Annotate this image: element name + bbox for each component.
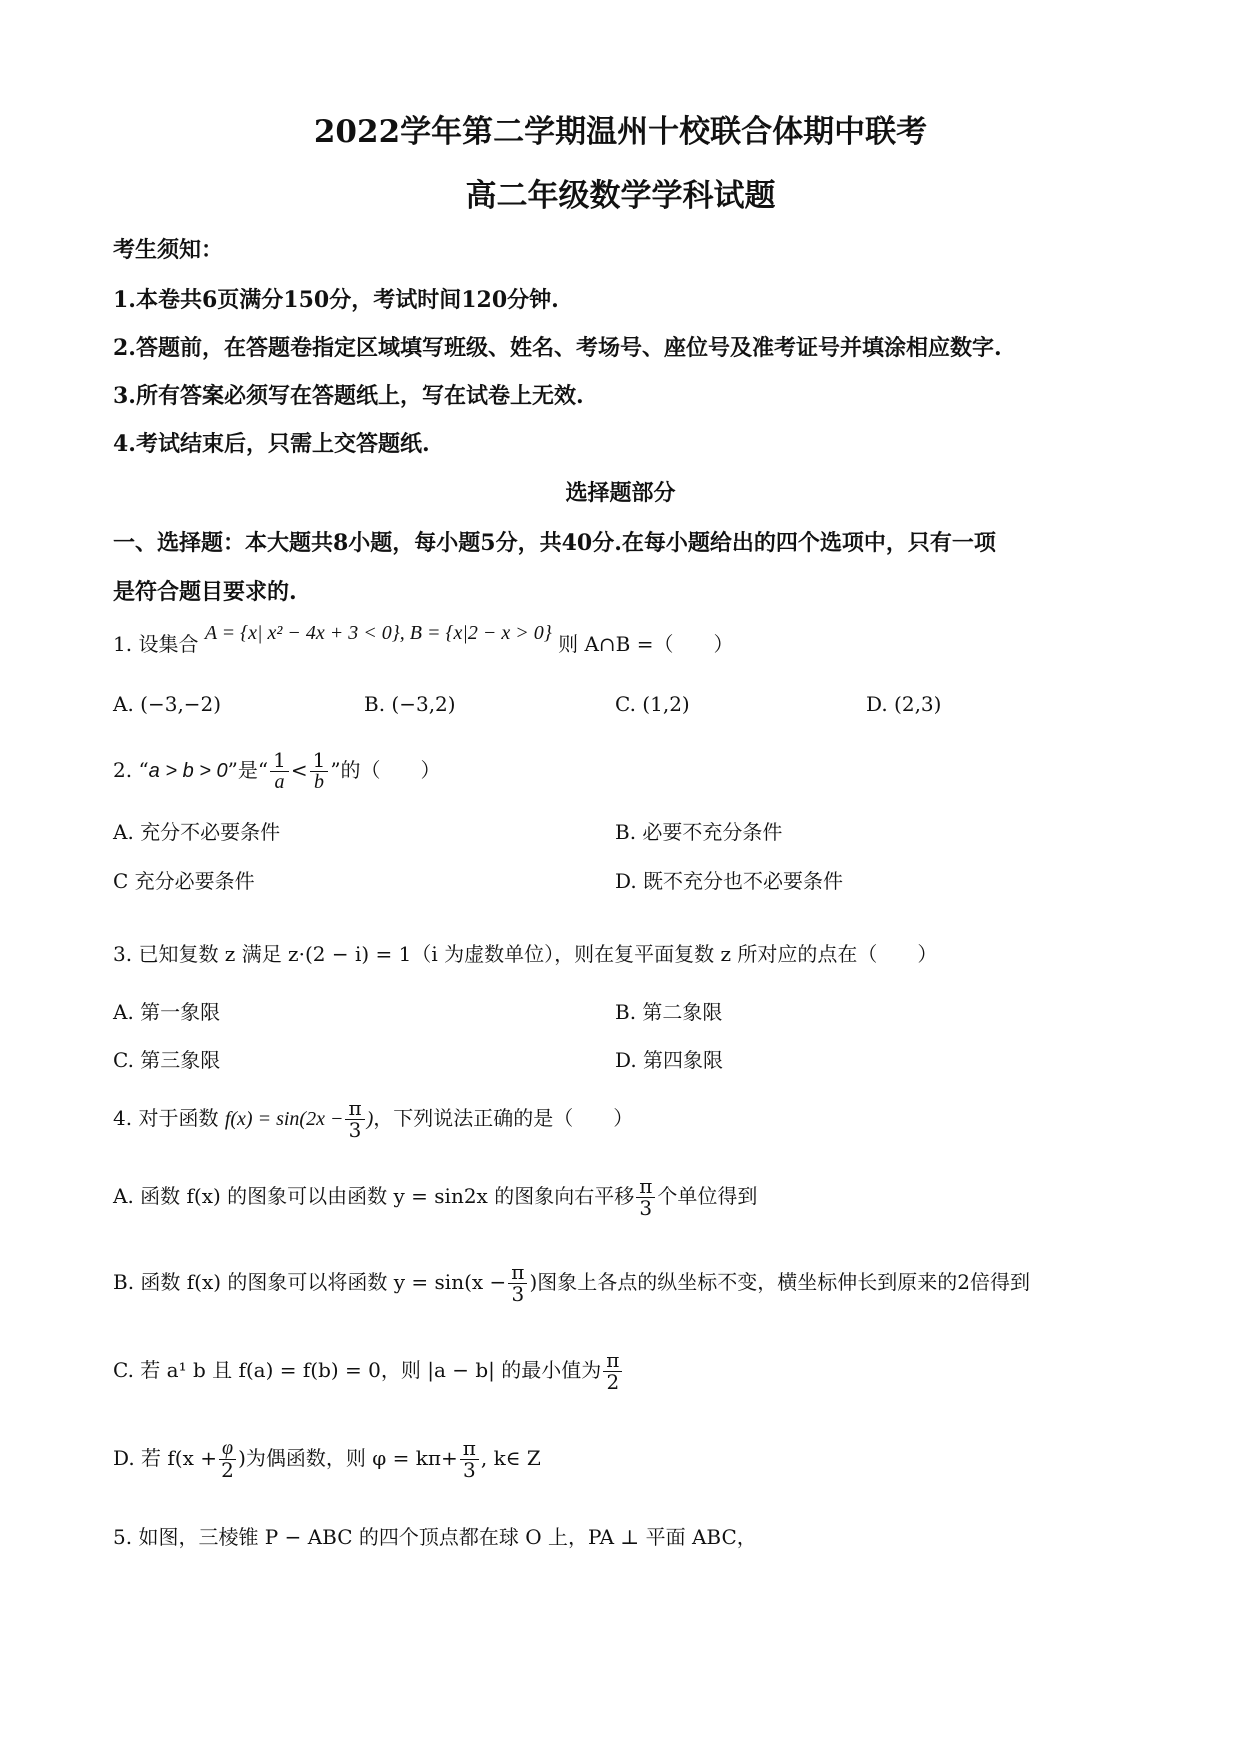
question-1 xyxy=(113,622,734,657)
q1-option-d: D. (2,3) xyxy=(866,692,942,716)
part-instructions-line1: 一、选择题：本大题共8小题，每小题5分，共40分.在每小题给出的四个选项中，只有一项 xyxy=(113,530,996,556)
q4-option-c-text: C. 若 a¹ b 且 f(a) = f(b) = 0，则 |a − b| 的最小值为 xyxy=(113,1358,602,1382)
q2-less-than: < xyxy=(290,758,308,782)
part-instructions-line2: 是符合题目要求的. xyxy=(113,579,297,605)
q4-option-a-tail: 个单位得到 xyxy=(657,1184,758,1208)
q1-set-a: A = {x| x² − 4x + 3 < 0} xyxy=(204,622,400,644)
q1-set-b: , B = {x|2 − x > 0} xyxy=(399,622,552,644)
exam-title: 2022学年第二学期温州十校联合体期中联考 xyxy=(313,114,928,150)
q2-lead: 2. “ xyxy=(113,758,149,782)
q2-option-a: A. 充分不必要条件 xyxy=(113,820,281,844)
q4-option-d-tail: , k∈ Z xyxy=(480,1446,541,1470)
q4-option-d-fraction-phi xyxy=(219,1438,236,1481)
question-2 xyxy=(113,750,441,793)
q3-option-b: B. 第二象限 xyxy=(615,1000,723,1024)
q3-option-a: A. 第一象限 xyxy=(113,1000,221,1024)
question-4 xyxy=(113,1098,633,1141)
q4-option-d-mid: )为偶函数，则 φ = kπ+ xyxy=(238,1446,458,1470)
q4-option-d xyxy=(113,1438,541,1481)
q4-option-b-tail: )图象上各点的纵坐标不变，横坐标伸长到原来的2倍得到 xyxy=(529,1270,1030,1294)
q2-frac-b-num: 1 xyxy=(310,750,329,772)
q1-option-a: A. (−3,−2) xyxy=(113,692,222,716)
q2-frac-a-num: 1 xyxy=(270,750,289,772)
q2-frac-b-den: b xyxy=(313,771,324,793)
notice-item-2: 2.答题前，在答题卷指定区域填写班级、姓名、考场号、座位号及准考证号并填涂相应数字. xyxy=(113,335,1002,361)
q1-ask: 则 A∩B =（ ） xyxy=(558,632,734,656)
q3-option-d: D. 第四象限 xyxy=(615,1048,724,1072)
q1-option-c: C. (1,2) xyxy=(615,692,690,716)
q4-option-d-fraction-pi xyxy=(460,1438,479,1481)
q4-d-pi: π xyxy=(460,1438,479,1460)
q4-option-a xyxy=(113,1176,757,1219)
q4-lead: 4. 对于函数 xyxy=(113,1106,219,1130)
q2-mid: ”是“ xyxy=(227,758,269,782)
q2-option-b: B. 必要不充分条件 xyxy=(615,820,783,844)
q4-b-three: 3 xyxy=(511,1282,525,1306)
q2-fraction-a xyxy=(270,750,289,793)
notice-heading: 考生须知： xyxy=(113,237,224,263)
exam-subtitle: 高二年级数学学科试题 xyxy=(465,178,776,214)
q4-d-two: 2 xyxy=(221,1458,234,1482)
q1-option-b: B. (−3,2) xyxy=(364,692,456,716)
q4-a-three: 3 xyxy=(639,1196,653,1220)
q4-c-pi: π xyxy=(603,1350,622,1372)
q4-option-b-text: B. 函数 f(x) 的图象可以将函数 y = sin(x − xyxy=(113,1270,507,1294)
q4-option-a-fraction xyxy=(636,1176,655,1219)
q4-function-end: ) xyxy=(366,1108,374,1130)
q4-option-b-fraction xyxy=(508,1262,527,1305)
q2-option-d: D. 既不充分也不必要条件 xyxy=(615,869,844,893)
question-3: 3. 已知复数 z 满足 z·(2 − i) = 1（i 为虚数单位），则在复平面复数 z 所对应的点在（ ） xyxy=(113,942,938,966)
q2-fraction-b xyxy=(310,750,329,793)
q4-a-pi: π xyxy=(636,1176,655,1198)
q4-d-three: 3 xyxy=(462,1458,476,1482)
question-5: 5. 如图，三棱锥 P − ABC 的四个顶点都在球 O 上，PA ⊥ 平面 ABC， xyxy=(113,1525,757,1549)
q4-fraction-pi-3 xyxy=(345,1098,364,1141)
q2-option-c: C 充分必要条件 xyxy=(113,869,255,893)
q4-option-d-text: D. 若 f(x + xyxy=(113,1446,217,1470)
q4-function-start: f(x) = sin(2x − xyxy=(224,1108,344,1130)
q4-tail: ，下列说法正确的是（ ） xyxy=(373,1106,634,1130)
q4-option-c-fraction xyxy=(603,1350,622,1393)
q4-three: 3 xyxy=(348,1118,362,1142)
q4-c-two: 2 xyxy=(606,1370,620,1394)
q4-d-phi: φ xyxy=(219,1438,236,1460)
q4-b-pi: π xyxy=(508,1262,527,1284)
q2-tail: ”的（ ） xyxy=(330,758,441,782)
q2-condition: a > b > 0 xyxy=(148,760,228,782)
notice-item-4: 4.考试结束后，只需上交答题纸. xyxy=(113,431,430,457)
notice-item-1: 1.本卷共6页满分150分，考试时间120分钟. xyxy=(113,287,559,313)
q2-frac-a-den: a xyxy=(274,771,285,793)
section-title: 选择题部分 xyxy=(565,480,676,506)
q4-option-c xyxy=(113,1350,624,1393)
q3-option-c: C. 第三象限 xyxy=(113,1048,221,1072)
q4-option-b xyxy=(113,1262,1030,1305)
notice-item-3: 3.所有答案必须写在答题纸上，写在试卷上无效. xyxy=(113,383,584,409)
q4-option-a-text: A. 函数 f(x) 的图象可以由函数 y = sin2x 的图象向右平移 xyxy=(113,1184,635,1208)
q1-lead: 1. 设集合 xyxy=(113,632,199,656)
q4-pi: π xyxy=(345,1098,364,1120)
